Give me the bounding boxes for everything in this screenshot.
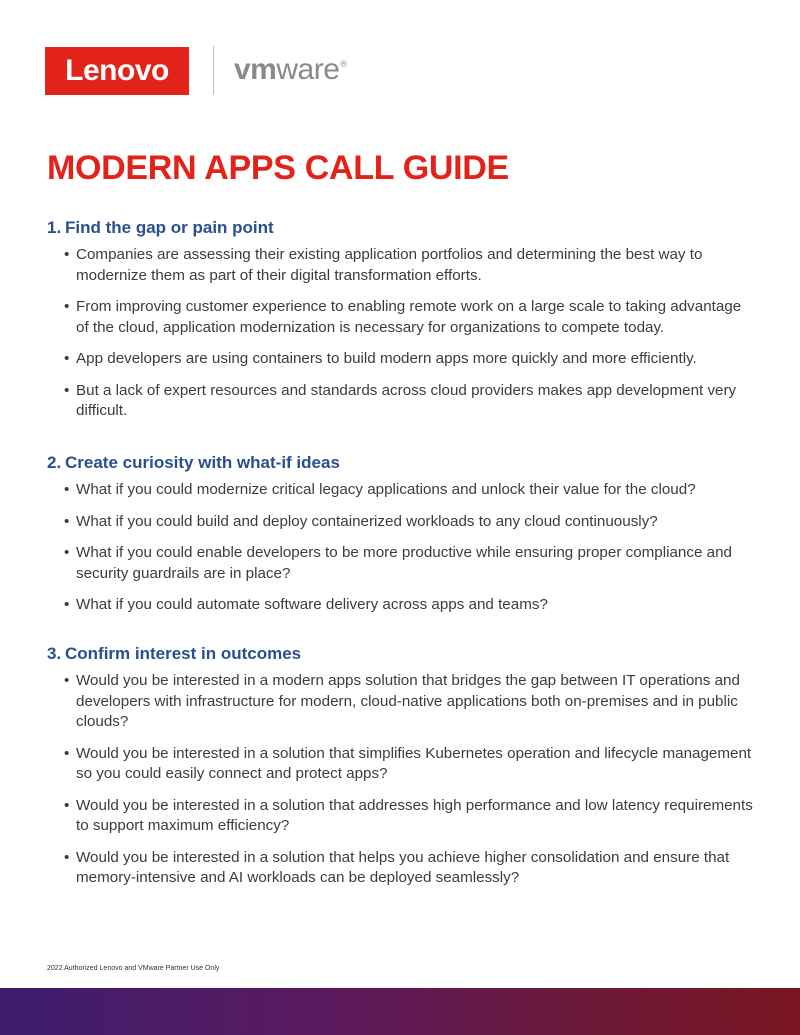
bullet-list bbox=[47, 480, 757, 616]
bullet-text: What if you could enable developers to be more productive while ensuring proper compliance and security guardrails are in place? bbox=[76, 544, 732, 582]
bullet-icon: • bbox=[64, 544, 70, 561]
bullet-icon: • bbox=[64, 381, 70, 399]
bullet-text: Would you be interested in a solution that helps you achieve higher consolidation and ensure that memory-intensive and AI workloads can be deployed seamlessly? bbox=[76, 848, 730, 886]
section-find-gap bbox=[47, 218, 757, 422]
section-number: 3. bbox=[47, 644, 62, 663]
bullet-icon: • bbox=[64, 672, 70, 689]
bullet-icon: • bbox=[64, 744, 70, 762]
bullet-icon: • bbox=[64, 298, 70, 315]
footer-note: 2022 Authorized Lenovo and VMware Partner Use Only bbox=[47, 965, 220, 972]
section-heading bbox=[47, 218, 757, 238]
section-title: Confirm interest in outcomes bbox=[65, 644, 302, 663]
list-item bbox=[47, 349, 757, 370]
section-title: Find the gap or pain point bbox=[65, 218, 274, 237]
bullet-text: App developers are using containers to build modern apps more quickly and more efficiently. bbox=[76, 350, 697, 367]
bullet-icon: • bbox=[64, 848, 70, 866]
bullet-text: But a lack of expert resources and standards across cloud providers makes app development very difficult. bbox=[76, 381, 737, 419]
section-number: 2. bbox=[47, 453, 62, 472]
bullet-text: What if you could modernize critical legacy applications and unlock their value for the cloud? bbox=[76, 481, 696, 498]
bullet-text: Would you be interested in a solution that addresses high performance and low latency requirements to support maximum efficiency? bbox=[76, 796, 753, 834]
section-create-curiosity bbox=[47, 453, 757, 616]
list-item bbox=[47, 297, 757, 338]
list-item bbox=[47, 744, 757, 785]
lenovo-logo: Lenovo bbox=[45, 47, 189, 95]
bullet-text: Would you be interested in a modern apps solution that bridges the gap between IT operations and developers with infrastructure for modern, cloud-native applications both on-premises and in public clouds? bbox=[76, 672, 740, 730]
bullet-text: What if you could build and deploy containerized workloads to any cloud continuously? bbox=[76, 512, 658, 530]
bullet-text: What if you could automate software delivery across apps and teams? bbox=[76, 596, 548, 613]
list-item bbox=[47, 381, 757, 422]
bullet-icon: • bbox=[64, 481, 70, 498]
bullet-list bbox=[47, 245, 757, 422]
footer-gradient-band bbox=[0, 988, 800, 1035]
bullet-text: Would you be interested in a solution that simplifies Kubernetes operation and lifecycle management so you could easily connect and protect apps? bbox=[76, 744, 752, 782]
bullet-list bbox=[47, 671, 757, 889]
list-item bbox=[47, 245, 757, 286]
list-item bbox=[47, 848, 757, 889]
list-item bbox=[47, 671, 757, 733]
section-number: 1. bbox=[47, 218, 62, 237]
list-item bbox=[47, 543, 757, 584]
section-heading bbox=[47, 453, 757, 473]
section-title: Create curiosity with what-if ideas bbox=[65, 453, 340, 472]
vmware-logo bbox=[234, 53, 347, 87]
vmware-logo-vm: vm bbox=[234, 53, 277, 86]
bullet-icon: • bbox=[64, 596, 70, 613]
bullet-icon: • bbox=[64, 512, 70, 530]
list-item bbox=[47, 480, 757, 501]
bullet-icon: • bbox=[64, 796, 70, 814]
bullet-text: From improving customer experience to enabling remote work on a large scale to taking advantage of the cloud, application modernization is necessary for organizations to compete today. bbox=[76, 298, 742, 336]
logo-divider bbox=[213, 46, 214, 95]
vmware-logo-ware: ware bbox=[276, 53, 340, 86]
list-item bbox=[47, 796, 757, 837]
bullet-text: Companies are assessing their existing application portfolios and determining the best way to modernize them as part of their digital transformation efforts. bbox=[76, 246, 703, 284]
list-item bbox=[47, 595, 757, 616]
bullet-icon: • bbox=[64, 246, 70, 263]
section-heading bbox=[47, 644, 757, 664]
page-title: MODERN APPS CALL GUIDE bbox=[47, 149, 509, 187]
vmware-logo-registered: ® bbox=[340, 59, 347, 69]
list-item bbox=[47, 512, 757, 533]
bullet-icon: • bbox=[64, 350, 70, 367]
section-confirm-interest bbox=[47, 644, 757, 889]
